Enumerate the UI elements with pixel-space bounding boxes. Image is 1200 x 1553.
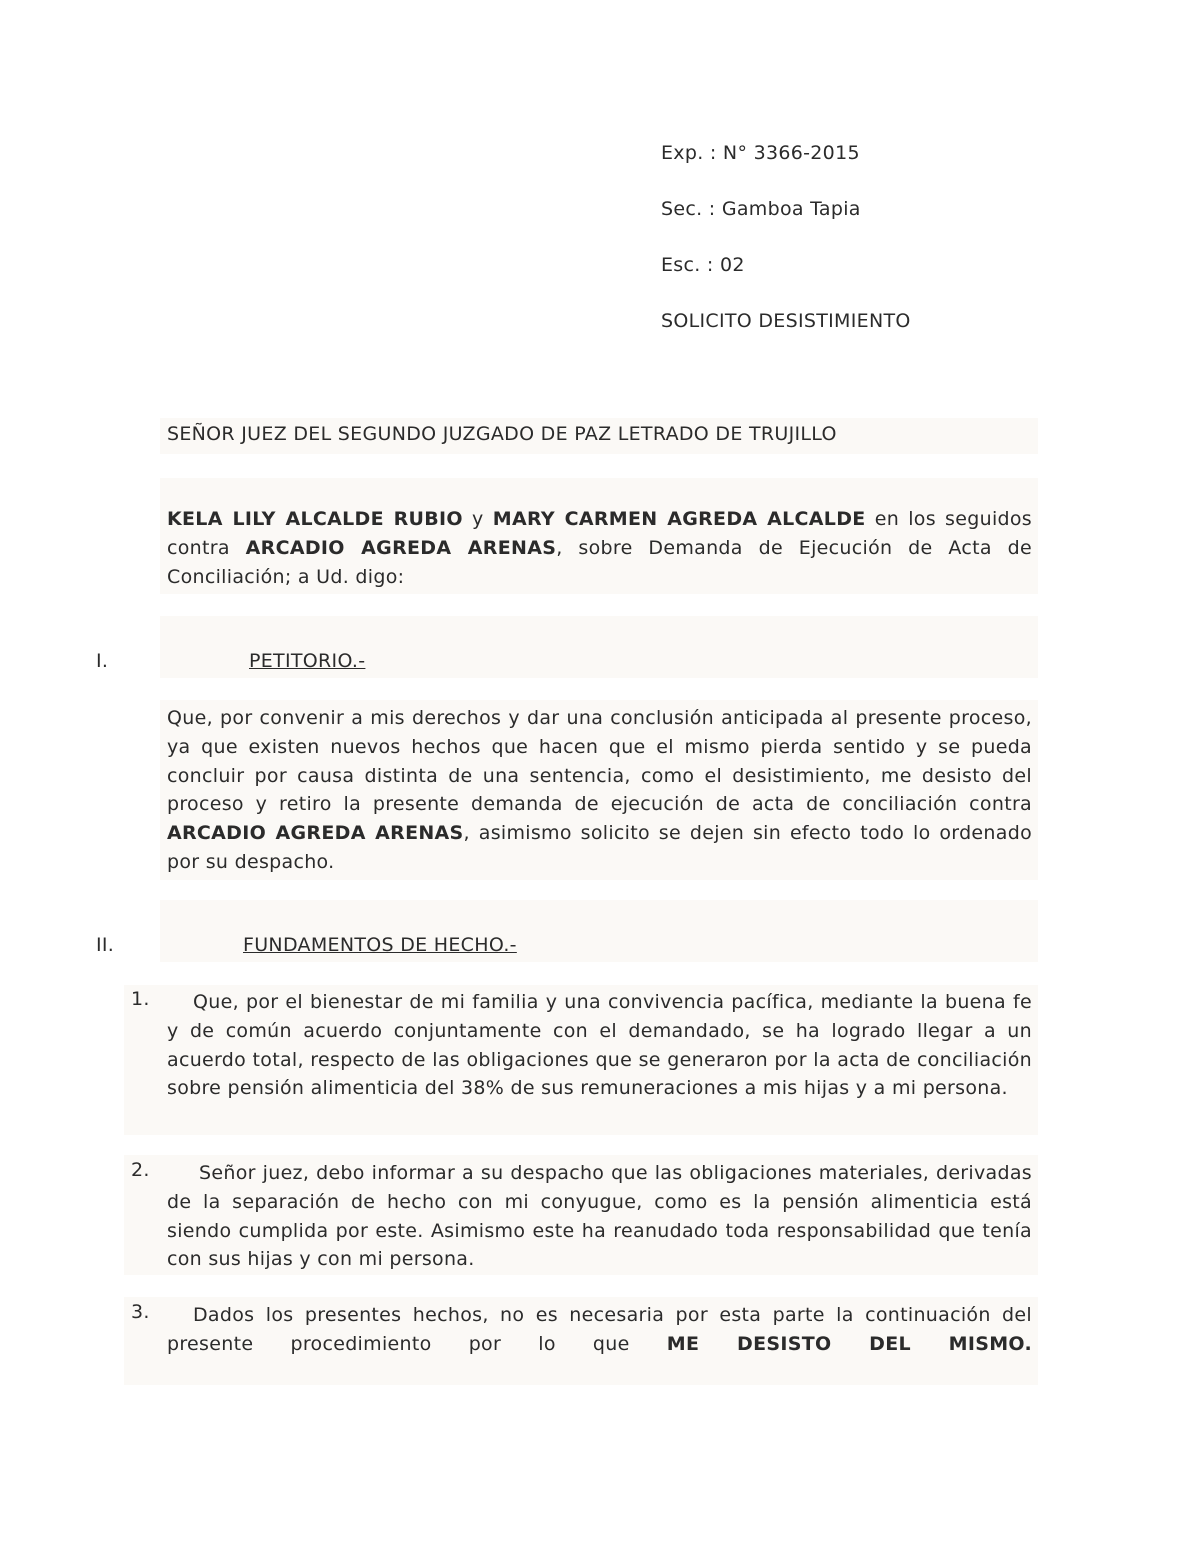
section-1-title: PETITORIO.- — [249, 650, 366, 672]
petitorio-text-2: , asimismo solicito se dejen sin efecto todo lo ordenado por su despacho. — [167, 822, 1032, 873]
conjunction: y — [462, 508, 493, 530]
item-3-text — [167, 1301, 1032, 1359]
petitorio-defendant: ARCADIO AGREDA ARENAS — [167, 822, 464, 845]
item-3-body: Dados los presentes hechos, no es necesaria por esta parte la continuación del presente procedimiento por lo que — [167, 1304, 1032, 1355]
intro-text-2: , sobre Demanda de Ejecución de Acta de Conciliación; a Ud. digo: — [167, 536, 1032, 588]
party-2: MARY CARMEN AGREDA ALCALDE — [492, 508, 866, 530]
item-1-text: Que, por el bienestar de mi familia y una convivencia pacífica, mediante la buena fe y de común acuerdo conjuntamente con el demandado, se ha logrado llegar a un acuerdo total, respecto de las obligaciones que se generaron por la acta de conciliación sobre pensión alimenticia del 38% de sus remuneraciones a mis hijas y a mi persona. — [167, 991, 1032, 1100]
section-1-numeral: I. — [96, 650, 109, 672]
addressee: SEÑOR JUEZ DEL SEGUNDO JUZGADO DE PAZ LETRADO DE TRUJILLO — [167, 423, 837, 445]
intro-text-1: en los seguidos contra — [167, 508, 1033, 559]
petitorio-text-1: Que, por convenir a mis derechos y dar una conclusión anticipada al presente proceso, ya que existen nuevos hechos que hacen que el mismo pierda sentido y se pueda concluir por causa distinta de una sentencia, como el desistimiento, me desisto del proceso y retiro la presente demanda de ejecución de acta de conciliación contra — [167, 707, 1032, 816]
writ-number: Esc. : 02 — [661, 254, 745, 276]
item-2-number: 2. — [131, 1159, 150, 1181]
item-3-number: 3. — [131, 1301, 150, 1323]
defendant-name: ARCADIO AGREDA ARENAS — [245, 536, 557, 559]
item-2-text: Señor juez, debo informar a su despacho que las obligaciones materiales, derivadas de la separación de hecho con mi conyugue, como es la pensión alimenticia está siendo cumplida por este. Asimismo este ha reanudado toda responsabilidad que tenía con sus hijas y con mi persona. — [167, 1162, 1032, 1271]
case-number: Exp. : N° 3366-2015 — [661, 142, 860, 164]
secretary: Sec. : Gamboa Tapia — [661, 198, 861, 220]
item-1-number: 1. — [131, 988, 150, 1010]
petitorio-paragraph — [167, 704, 1032, 877]
section-2-title: FUNDAMENTOS DE HECHO.- — [243, 934, 517, 956]
item-3-conclusion: ME DESISTO DEL MISMO. — [666, 1332, 1032, 1355]
party-1: KELA LILY ALCALDE RUBIO — [167, 508, 463, 530]
subject-line: SOLICITO DESISTIMIENTO — [661, 310, 911, 332]
section-2-numeral: II. — [96, 934, 115, 956]
intro-paragraph — [167, 505, 1032, 591]
